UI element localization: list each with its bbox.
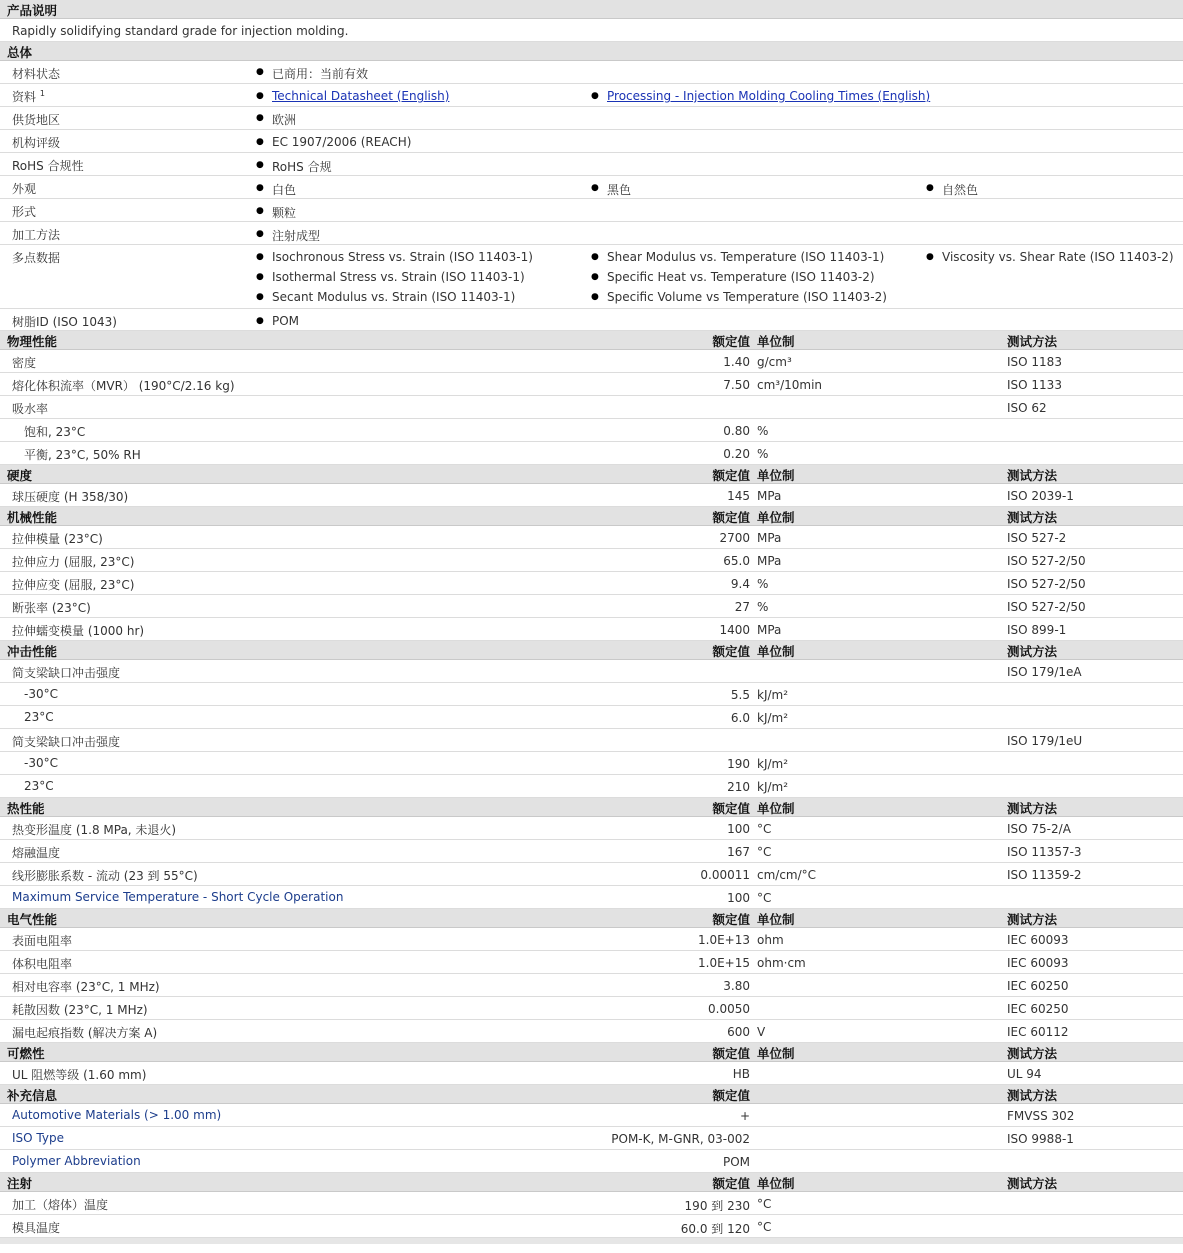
header-unit: 单位制 [757, 510, 795, 525]
property-unit: °C [757, 822, 772, 836]
property-row [0, 886, 1183, 909]
property-unit: ohm·cm [757, 956, 806, 970]
property-unit: cm³/10min [757, 378, 823, 392]
property-value: 65.0 [723, 554, 750, 568]
row-label: 供货地区 [12, 113, 61, 127]
header-method: 测试方法 [1007, 644, 1058, 659]
property-unit: V [757, 1025, 766, 1039]
row-value: ● 自然色 [942, 181, 978, 198]
property-row [0, 350, 1183, 373]
property-value: 60.0 到 120 [680, 1222, 750, 1236]
property-test-method: IEC 60250 [1007, 979, 1069, 993]
section-header-flammability [0, 1043, 1183, 1062]
property-value: 100 [727, 891, 750, 905]
section-title: 补充信息 [7, 1088, 58, 1103]
property-test-method: IEC 60250 [1007, 1002, 1069, 1016]
property-value: 27 [734, 600, 750, 614]
property-value: 190 到 230 [684, 1199, 750, 1213]
property-value: 100 [727, 822, 750, 836]
row-label: 加工方法 [12, 228, 61, 242]
header-method: 测试方法 [1007, 1046, 1058, 1061]
property-test-method: ISO 527-2 [1007, 531, 1067, 545]
row-rohs [0, 153, 1183, 176]
section-title: 冲击性能 [7, 644, 58, 659]
property-test-method: ISO 1133 [1007, 378, 1062, 392]
property-value: 0.20 [723, 447, 750, 461]
property-test-method: IEC 60093 [1007, 933, 1069, 947]
property-label: 平衡, 23°C, 50% RH [24, 448, 141, 462]
row-value: ● EC 1907/2006 (REACH) [272, 135, 411, 149]
header-value: 额定值 [712, 468, 750, 483]
section-header-hardness [0, 465, 1183, 484]
header-method: 测试方法 [1007, 1088, 1058, 1103]
row-value: ● RoHS 合规 [272, 158, 332, 175]
header-method: 测试方法 [1007, 468, 1058, 483]
property-value: 1.0E+13 [698, 933, 750, 947]
section-header-mechanical [0, 507, 1183, 526]
property-unit: °C [757, 1197, 772, 1211]
property-value: 600 [727, 1025, 750, 1039]
section-header-physical [0, 331, 1183, 350]
product-description: Rapidly solidifying standard grade for injection molding. [12, 24, 349, 38]
property-label: 断张率 (23°C) [12, 601, 91, 615]
property-unit: MPa [757, 489, 782, 503]
multipoint-item: ● Viscosity vs. Shear Rate (ISO 11403-2) [942, 250, 1174, 264]
row-processing-method [0, 222, 1183, 245]
section-title: 电气性能 [7, 912, 58, 927]
property-value: POM-K, M-GNR, 03-002 [611, 1132, 750, 1146]
property-value: 0.00011 [700, 868, 750, 882]
doc-link-bullet [272, 89, 449, 103]
property-row [0, 706, 1183, 729]
property-test-method: ISO 527-2/50 [1007, 600, 1086, 614]
property-row [0, 1020, 1183, 1043]
property-value: 9.4 [730, 577, 750, 591]
multipoint-item: ● Specific Heat vs. Temperature (ISO 11403-2) [607, 270, 875, 284]
section-header-product [0, 0, 1183, 19]
row-resin-id [0, 309, 1183, 331]
property-label: 模具温度 [12, 1221, 61, 1235]
property-test-method: IEC 60093 [1007, 956, 1069, 970]
property-label: Maximum Service Temperature - Short Cycle Operation [12, 890, 344, 904]
property-value: + [739, 1109, 750, 1123]
property-label: 线形膨胀系数 - 流动 (23 到 55°C) [12, 869, 198, 883]
property-value: 1.0E+15 [698, 956, 750, 970]
property-test-method: IEC 60112 [1007, 1025, 1069, 1039]
section-title: 总体 [7, 45, 33, 60]
header-method: 测试方法 [1007, 1176, 1058, 1191]
property-label: Polymer Abbreviation [12, 1154, 141, 1168]
row-agency [0, 130, 1183, 153]
property-test-method: ISO 62 [1007, 401, 1047, 415]
property-row [0, 1150, 1183, 1173]
property-value: 5.5 [730, 688, 750, 702]
property-row [0, 484, 1183, 507]
property-label: 热变形温度 (1.8 MPa, 未退火) [12, 823, 177, 837]
property-row [0, 419, 1183, 442]
row-value: ● POM [272, 314, 299, 328]
property-row [0, 752, 1183, 775]
technical-datasheet-link[interactable]: Technical Datasheet (English) [272, 89, 450, 103]
property-unit: % [757, 447, 769, 461]
property-row [0, 863, 1183, 886]
property-unit: cm/cm/°C [757, 868, 817, 882]
property-label: 密度 [12, 356, 37, 370]
row-value: ● 欧洲 [272, 111, 296, 128]
row-label: 材料状态 [12, 67, 61, 81]
multipoint-item: ● Shear Modulus vs. Temperature (ISO 11403-1) [607, 250, 884, 264]
property-row [0, 1104, 1183, 1127]
property-label: -30°C [24, 687, 58, 701]
row-value: ● 白色 [272, 181, 296, 198]
header-method: 测试方法 [1007, 510, 1058, 525]
section-title: 硬度 [7, 468, 33, 483]
header-value: 额定值 [712, 334, 750, 349]
property-label: 漏电起痕指数 (解决方案 A) [12, 1026, 158, 1040]
property-value: 1.40 [723, 355, 750, 369]
property-value: 7.50 [723, 378, 750, 392]
section-header-additional [0, 1085, 1183, 1104]
property-test-method: ISO 2039-1 [1007, 489, 1074, 503]
property-unit: kJ/m² [757, 711, 789, 725]
property-row [0, 1215, 1183, 1238]
property-row [0, 928, 1183, 951]
property-label: Automotive Materials (> 1.00 mm) [12, 1108, 222, 1122]
property-test-method: ISO 75-2/A [1007, 822, 1071, 836]
header-value: 额定值 [712, 1088, 750, 1103]
section-title: 机械性能 [7, 510, 58, 525]
section-title: 注射 [7, 1176, 33, 1191]
header-value: 额定值 [712, 644, 750, 659]
property-unit: °C [757, 891, 772, 905]
header-value: 额定值 [712, 510, 750, 525]
header-unit: 单位制 [757, 801, 795, 816]
property-row [0, 595, 1183, 618]
header-value: 额定值 [712, 912, 750, 927]
property-label: 加工（熔体）温度 [12, 1198, 109, 1212]
multipoint-item: ● Specific Volume vs Temperature (ISO 11403-2) [607, 290, 887, 304]
property-row [0, 974, 1183, 997]
property-unit: % [757, 600, 769, 614]
header-unit: 单位制 [757, 468, 795, 483]
property-label: -30°C [24, 756, 58, 770]
doc-link-bullet [607, 89, 930, 103]
property-unit: % [757, 577, 769, 591]
property-test-method: ISO 9988-1 [1007, 1132, 1074, 1146]
property-label: 拉伸应力 (屈服, 23°C) [12, 555, 135, 569]
product-description-row [0, 19, 1183, 42]
property-value: 210 [727, 780, 750, 794]
property-test-method: ISO 527-2/50 [1007, 554, 1086, 568]
property-value: 2700 [719, 531, 750, 545]
section-header-electrical [0, 909, 1183, 928]
property-row [0, 396, 1183, 419]
property-unit: kJ/m² [757, 688, 789, 702]
row-label: 形式 [12, 205, 37, 219]
property-unit: MPa [757, 554, 782, 568]
row-label: 树脂ID (ISO 1043) [12, 315, 117, 329]
header-unit: 单位制 [757, 912, 795, 927]
property-value: 190 [727, 757, 750, 771]
header-unit: 单位制 [757, 644, 795, 659]
property-label: 简支梁缺口冲击强度 [12, 666, 121, 680]
header-unit: 单位制 [757, 1046, 795, 1061]
property-value: 6.0 [730, 711, 750, 725]
row-documents [0, 84, 1183, 107]
processing-cooling-times-link[interactable]: Processing - Injection Molding Cooling Times (English) [607, 89, 931, 103]
property-unit: MPa [757, 531, 782, 545]
row-region [0, 107, 1183, 130]
multipoint-item: ● Isothermal Stress vs. Strain (ISO 11403-1) [272, 270, 525, 284]
property-value: HB [732, 1067, 750, 1081]
property-label: 表面电阻率 [12, 934, 73, 948]
property-row [0, 660, 1183, 683]
property-unit: kJ/m² [757, 757, 789, 771]
row-value: ● 已商用：当前有效 [272, 65, 368, 82]
property-row [0, 618, 1183, 641]
property-value: 3.80 [723, 979, 750, 993]
property-test-method: ISO 11359-2 [1007, 868, 1082, 882]
property-label: 饱和, 23°C [24, 425, 86, 439]
section-header-general [0, 42, 1183, 61]
property-test-method: ISO 179/1eA [1007, 665, 1082, 679]
property-label: 耗散因数 (23°C, 1 MHz) [12, 1003, 148, 1017]
property-row [0, 1192, 1183, 1215]
header-value: 额定值 [712, 801, 750, 816]
row-value: ● 黑色 [607, 181, 631, 198]
row-value: ● 注射成型 [272, 227, 320, 244]
property-row [0, 840, 1183, 863]
property-label: 相对电容率 (23°C, 1 MHz) [12, 980, 160, 994]
header-value: 额定值 [712, 1046, 750, 1061]
header-unit: 单位制 [757, 334, 795, 349]
multipoint-item: ● Secant Modulus vs. Strain (ISO 11403-1) [272, 290, 515, 304]
property-label: 简支梁缺口冲击强度 [12, 735, 121, 749]
property-label: 拉伸应变 (屈服, 23°C) [12, 578, 135, 592]
row-appearance [0, 176, 1183, 199]
property-row [0, 526, 1183, 549]
property-sections [0, 331, 1183, 1238]
property-label: 体积电阻率 [12, 957, 73, 971]
header-unit: 单位制 [757, 1176, 795, 1191]
header-method: 测试方法 [1007, 801, 1058, 816]
property-label: 拉伸蠕变模量 (1000 hr) [12, 624, 145, 638]
section-header-impact [0, 641, 1183, 660]
row-material-status [0, 61, 1183, 84]
property-value: 145 [727, 489, 750, 503]
property-value: 0.0050 [708, 1002, 750, 1016]
bottom-bar [0, 1238, 1183, 1244]
property-test-method: ISO 527-2/50 [1007, 577, 1086, 591]
property-row [0, 775, 1183, 798]
property-test-method: ISO 899-1 [1007, 623, 1067, 637]
section-title: 热性能 [7, 801, 45, 816]
property-label: 23°C [24, 779, 54, 793]
property-unit: kJ/m² [757, 780, 789, 794]
property-row [0, 997, 1183, 1020]
property-value: 167 [727, 845, 750, 859]
header-method: 测试方法 [1007, 912, 1058, 927]
property-test-method: ISO 179/1eU [1007, 734, 1083, 748]
property-row [0, 572, 1183, 595]
property-value: 1400 [719, 623, 750, 637]
row-label: 外观 [12, 182, 37, 196]
section-header-injection [0, 1173, 1183, 1192]
section-title: 可燃性 [7, 1046, 45, 1061]
header-method: 测试方法 [1007, 334, 1058, 349]
multipoint-item: ● Isochronous Stress vs. Strain (ISO 11403-1) [272, 250, 533, 264]
property-row [0, 373, 1183, 396]
property-row [0, 549, 1183, 572]
property-row [0, 1062, 1183, 1085]
property-unit: % [757, 424, 769, 438]
section-title: 物理性能 [7, 334, 58, 349]
property-row [0, 1127, 1183, 1150]
property-test-method: ISO 11357-3 [1007, 845, 1082, 859]
property-unit: g/cm³ [757, 355, 792, 369]
property-label: 拉伸模量 (23°C) [12, 532, 103, 546]
header-value: 额定值 [712, 1176, 750, 1191]
row-label: 机构评级 [12, 136, 61, 150]
property-row [0, 729, 1183, 752]
property-row [0, 817, 1183, 840]
property-label: ISO Type [12, 1131, 64, 1145]
property-unit: °C [757, 845, 772, 859]
row-label: 多点数据 [12, 251, 61, 265]
section-header-thermal [0, 798, 1183, 817]
property-label: 熔化体积流率（MVR） (190°C/2.16 kg) [12, 379, 235, 393]
row-form [0, 199, 1183, 222]
property-value: 0.80 [723, 424, 750, 438]
row-label: RoHS 合规性 [12, 159, 84, 173]
row-value: ● 颗粒 [272, 204, 296, 221]
property-test-method: UL 94 [1007, 1067, 1042, 1081]
property-row [0, 442, 1183, 465]
section-title: 产品说明 [7, 3, 58, 18]
property-unit: MPa [757, 623, 782, 637]
property-test-method: ISO 1183 [1007, 355, 1062, 369]
row-label: 资料 $^1$ [12, 89, 45, 104]
property-unit: ohm [757, 933, 784, 947]
row-multipoint-data [0, 245, 1183, 309]
property-row [0, 951, 1183, 974]
property-row [0, 683, 1183, 706]
property-value: POM [722, 1155, 750, 1169]
property-label: 吸水率 [12, 402, 49, 416]
property-label: 23°C [24, 710, 54, 724]
property-label: UL 阻燃等级 (1.60 mm) [12, 1068, 147, 1082]
property-label: 熔融温度 [12, 846, 61, 860]
property-unit: °C [757, 1220, 772, 1234]
property-test-method: FMVSS 302 [1007, 1109, 1075, 1123]
property-label: 球压硬度 (H 358/30) [12, 490, 129, 504]
